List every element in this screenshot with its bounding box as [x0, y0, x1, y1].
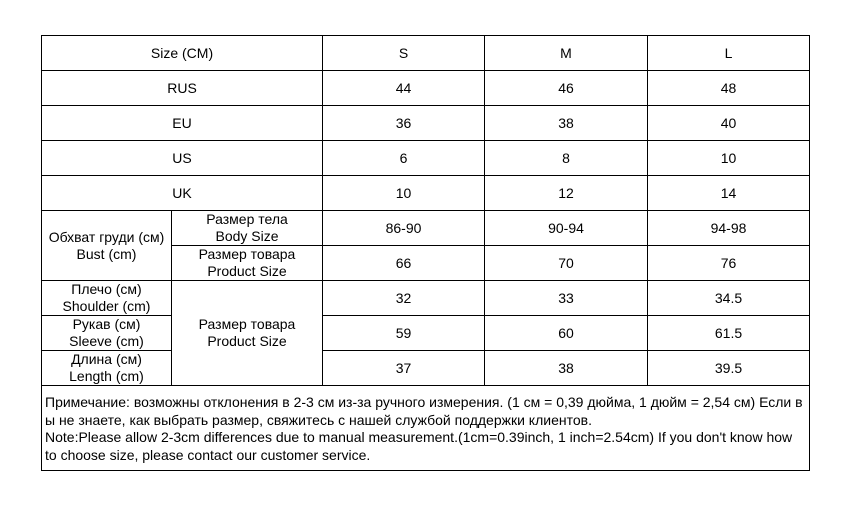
uk-row	[42, 176, 810, 211]
rus-row	[42, 71, 810, 106]
uk-m: 12	[485, 176, 648, 211]
note-en-line2: to choose size, please contact our customer service.	[45, 446, 371, 463]
note-ru-line2: ы не знаете, как выбрать размер, свяжитесь с нашей службой поддержки клиентов.	[45, 411, 592, 428]
shoulder-label-ru: Плечо (см)	[71, 281, 142, 297]
note-en-line1: Note:Please allow 2-3cm differences due to manual measurement.(1cm=0.39inch, 1 inch=2.54cm) If you don't know how	[45, 429, 793, 445]
sleeve-row	[42, 316, 810, 351]
shoulder-row	[42, 281, 810, 316]
body-size-label-en: Body Size	[215, 228, 279, 244]
product-size-group-label-en: Product Size	[207, 333, 287, 349]
length-l: 39.5	[648, 351, 810, 386]
product-size-group-label-ru: Размер товара	[198, 316, 296, 332]
product-size-group-label	[172, 281, 323, 386]
bust-body-m: 90-94	[485, 211, 648, 246]
eu-label: EU	[42, 106, 323, 141]
eu-row	[42, 106, 810, 141]
shoulder-l: 34.5	[648, 281, 810, 316]
us-row	[42, 141, 810, 176]
length-s: 37	[323, 351, 485, 386]
note-cell	[42, 386, 810, 471]
sleeve-m: 60	[485, 316, 648, 351]
sleeve-label-en: Sleeve (cm)	[69, 333, 144, 349]
size-table	[41, 35, 810, 471]
sleeve-s: 59	[323, 316, 485, 351]
us-l: 10	[648, 141, 810, 176]
bust-product-s: 66	[323, 246, 485, 281]
body-size-label	[172, 211, 323, 246]
header-row	[42, 36, 810, 71]
uk-label: UK	[42, 176, 323, 211]
body-size-label-ru: Размер тела	[206, 211, 288, 227]
us-label: US	[42, 141, 323, 176]
bust-body-row	[42, 211, 810, 246]
us-s: 6	[323, 141, 485, 176]
note-ru-line1: Примечание: возможны отклонения в 2-3 см из-за ручного измерения. (1 см = 0,39 дюйма, 1 дюйм = 2,54 см) Если в	[45, 394, 803, 410]
uk-s: 10	[323, 176, 485, 211]
rus-label: RUS	[42, 71, 323, 106]
shoulder-label	[42, 281, 172, 316]
rus-m: 46	[485, 71, 648, 106]
bust-label	[42, 211, 172, 281]
bust-body-l: 94-98	[648, 211, 810, 246]
rus-s: 44	[323, 71, 485, 106]
bust-label-en: Bust (cm)	[76, 245, 137, 262]
eu-s: 36	[323, 106, 485, 141]
bust-product-size-label-en: Product Size	[207, 263, 287, 279]
size-s-header: S	[323, 36, 485, 71]
sleeve-label-ru: Рукав (см)	[72, 316, 141, 332]
shoulder-m: 33	[485, 281, 648, 316]
shoulder-label-en: Shoulder (cm)	[62, 298, 151, 314]
length-label-en: Length (cm)	[69, 368, 144, 384]
bust-label-ru: Обхват груди (см)	[48, 228, 165, 245]
sleeve-l: 61.5	[648, 316, 810, 351]
bust-product-size-label	[172, 246, 323, 281]
rus-l: 48	[648, 71, 810, 106]
bust-body-s: 86-90	[323, 211, 485, 246]
bust-product-size-label-ru: Размер товара	[198, 246, 296, 262]
eu-l: 40	[648, 106, 810, 141]
us-m: 8	[485, 141, 648, 176]
bust-product-l: 76	[648, 246, 810, 281]
eu-m: 38	[485, 106, 648, 141]
sleeve-label	[42, 316, 172, 351]
length-m: 38	[485, 351, 648, 386]
note-row	[42, 386, 810, 471]
size-label-cell: Size (CM)	[42, 36, 323, 71]
length-label-ru: Длина (см)	[71, 351, 142, 367]
shoulder-s: 32	[323, 281, 485, 316]
size-l-header: L	[648, 36, 810, 71]
size-chart	[41, 35, 809, 471]
length-row	[42, 351, 810, 386]
bust-product-m: 70	[485, 246, 648, 281]
uk-l: 14	[648, 176, 810, 211]
length-label	[42, 351, 172, 386]
size-m-header: M	[485, 36, 648, 71]
